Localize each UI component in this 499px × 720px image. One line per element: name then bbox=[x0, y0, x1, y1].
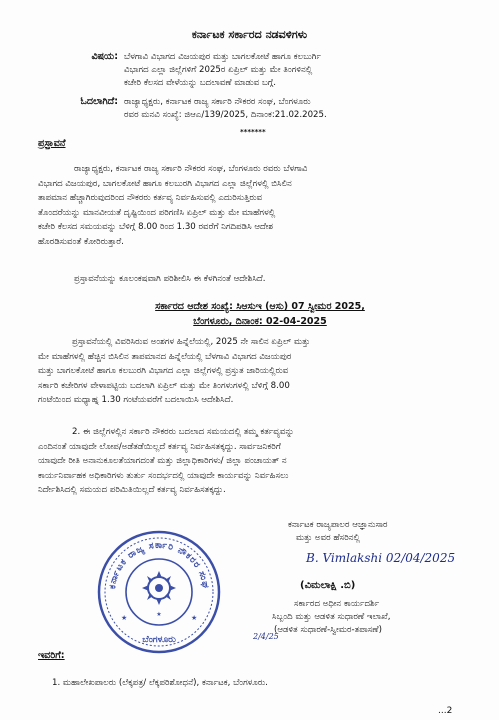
signatory-designation bbox=[268, 598, 478, 637]
preamble-line: ವಿಭಾಗದ ವಿಜಯಪುರ, ಬಾಗಲಕೋಟೆ ಹಾಗೂ ಕಲಬುರಗಿ ವಿಭಾಗದ ಎಲ್ಲಾ ಜಿಲ್ಲೆಗಳಲ್ಲಿ ಬಿಸಿಲಿನ bbox=[38, 178, 292, 189]
recipients-heading: ಇವರಿಗೆ: bbox=[38, 650, 65, 661]
svg-text:★: ★ bbox=[191, 614, 198, 622]
designation-line-2: ಸಿಬ್ಬಂದಿ ಮತ್ತು ಆಡಳಿತ ಸುಧಾರಣೆ ಇಲಾಖೆ, bbox=[272, 612, 391, 622]
page-title: ಕರ್ನಾಟಕ ಸರ್ಕಾರದ ನಡವಳಿಗಳು bbox=[191, 28, 308, 41]
handwritten-signature: B. Vimlakshi 02/04/2025 bbox=[306, 551, 456, 565]
page-continuation: ...2 bbox=[438, 706, 453, 716]
preamble-line: ರಾಜ್ಯಾಧ್ಯಕ್ಷರು, ಕರ್ನಾಟಕ ರಾಜ್ಯ ಸರ್ಕಾರಿ ನೌಕರರ ಸಂಘ, ಬೆಂಗಳೂರು ರವರು ಬೆಳಗಾವಿ bbox=[74, 164, 308, 174]
preamble-line: ಕಚೇರಿ ಕೆಲಸದ ಸಮಯವನ್ನು ಬೆಳಿಗ್ಗೆ 8.00 ರಿಂದ 1.30 ರವರೆಗೆ ನಿಗದಿಪಡಿಸಿ ಆದೇಶ bbox=[38, 222, 274, 233]
reference-line-2: ರವರ ಮನವಿ ಸಂಖ್ಯೆ: ಜಿಆಎ/139/2025, ದಿನಾಂಕ:21.02.2025. bbox=[124, 110, 327, 120]
preamble-conclusion: ಪ್ರಸ್ತಾವನೆಯನ್ನು ಕೂಲಂಕಷವಾಗಿ ಪರಿಶೀಲಿಸಿ ಈ ಕೆಳಗಿನಂತೆ ಆದೇಶಿಸಿದೆ. bbox=[74, 274, 266, 284]
preamble-line: ತೊಂದರೆಯನ್ನು ಮಾನವೀಯತೆ ದೃಷ್ಟಿಯಿಂದ ಪರಿಗಣಿಸಿ ಏಪ್ರಿಲ್ ಮತ್ತು ಮೇ ಮಾಹೆಗಳಲ್ಲಿ bbox=[38, 207, 276, 218]
order-line: ಎಂದಿನಂತೆ ಯಾವುದೇ ಲೋಪ/ಅಡೆತಡೆಯಿಲ್ಲದೆ ಕರ್ತವ್ಯ ನಿರ್ವಹಿಸತಕ್ಕದ್ದು. ಸಾರ್ವಜನಿಕರಿಗೆ bbox=[38, 441, 281, 452]
order-paragraph-2 bbox=[38, 425, 462, 498]
order-line: ಯಾವುದೇ ರೀತಿ ಅನಾನುಕೂಲತೆಯಾಗದಂತೆ ಮತ್ತು ಜಿಲ್ಲಾಧಿಕಾರಿಗಳು/ ಜಿಲ್ಲಾ ಪಂಚಾಯತ್ ನ bbox=[38, 456, 287, 467]
preamble-line: ತಾಪಮಾನ ಹೆಚ್ಚಾಗಿರುವುದರಿಂದ ನೌಕರರು ಕರ್ತವ್ಯ ನಿರ್ವಹಿಸುವಲ್ಲಿ ಎದುರಿಸುತ್ತಿರುವ bbox=[38, 193, 263, 204]
subject-text bbox=[124, 51, 474, 90]
signatory-name: (ವಿಮಲಾಕ್ಷಿ .ಬಿ) bbox=[300, 580, 356, 591]
reference-line-1: ರಾಜ್ಯಾಧ್ಯಕ್ಷರು, ಕರ್ನಾಟಕ ರಾಜ್ಯ ಸರ್ಕಾರಿ ನೌಕರರ ಸಂಘ, ಬೆಂಗಳೂರು bbox=[124, 97, 311, 107]
order-line: ಮತ್ತು ಬಾಗಲಕೋಟೆ ಹಾಗೂ ಕಲಬುರಗಿ ವಿಭಾಗದ ಎಲ್ಲಾ ಜಿಲ್ಲೆಗಳಲ್ಲಿ ಪ್ರಸ್ತುತ ಜಾರಿಯಲ್ಲಿರುವ bbox=[38, 366, 289, 377]
order-line: ನಿರ್ದೇಶಿಸಿದಲ್ಲಿ ಸಮಯದ ಪರಿಮಿತಿಯಿಲ್ಲದೆ ಕರ್ತವ್ಯ ನಿರ್ವಹಿಸತಕ್ಕದ್ದು. bbox=[38, 485, 226, 496]
order-line: ಪ್ರಸ್ತಾವನೆಯಲ್ಲಿ ವಿವರಿಸಿರುವ ಅಂಶಗಳ ಹಿನ್ನೆಲೆಯಲ್ಲಿ, 2025 ನೇ ಸಾಲಿನ ಏಪ್ರಿಲ್ ಮತ್ತು bbox=[72, 337, 311, 347]
order-paragraph-1 bbox=[38, 335, 462, 408]
reference-text bbox=[124, 96, 474, 122]
preamble-line: ಹೊರಡಿಸುವಂತೆ ಕೋರಿರುತ್ತಾರೆ. bbox=[38, 236, 124, 247]
subject-line-3: ಕಚೇರಿ ಕೆಲಸದ ವೇಳೆಯನ್ನು ಬದಲಾವಣೆ ಮಾಡುವ ಬಗ್ಗೆ. bbox=[124, 78, 277, 88]
designation-line-3: (ಆಡಳಿತ ಸುಧಾರಣೆ-ಸ್ವೀಮರ-ತಪಾಸಣೆ) bbox=[274, 625, 382, 635]
order-line: ಮೇ ಮಾಹೆಗಳಲ್ಲಿ ಹೆಚ್ಚಿನ ಬಿಸಿಲಿನ ತಾಪಮಾನದ ಹಿನ್ನೆಲೆಯಲ್ಲಿ ಬೆಳಗಾವಿ ವಿಭಾಗದ ವಿಜಯಪುರ bbox=[38, 351, 292, 362]
designation-line-1: ಸರ್ಕಾರದ ಅಧೀನ ಕಾರ್ಯದರ್ಶಿ bbox=[294, 599, 380, 609]
subject-line-2: ವಿಭಾಗದ ಎಲ್ಲಾ ಜಿಲ್ಲೆಗಳಿಗೆ 2025ರ ಏಪ್ರಿಲ್ ಮತ್ತು ಮೇ ತಿಂಗಳಿನಲ್ಲಿ bbox=[124, 65, 313, 75]
svg-text:★: ★ bbox=[156, 611, 162, 618]
svg-text:★: ★ bbox=[121, 614, 128, 622]
svg-text:ಕರ್ನಾಟಕ ರಾಜ್ಯ ಸರ್ಕಾರಿ ನೌಕರರ ಸಂ: ಕರ್ನಾಟಕ ರಾಜ್ಯ ಸರ್ಕಾರಿ ನೌಕರರ ಸಂಘ bbox=[108, 540, 211, 590]
recipient-item: 1. ಮಹಾಲೇಖಪಾಲರು (ಲೆಕ್ಕಪತ್ರ/ ಲೆಕ್ಕಪರಿಶೋಧನೆ), ಕರ್ನಾಟಕ, ಬೆಂಗಳೂರು. bbox=[52, 678, 268, 688]
order-line: ಗಂಟೆಯಿಂದ ಮಧ್ಯಾಹ್ನ 1.30 ಗಂಟೆಯವರೆಗೆ ಬದಲಾಯಿಸಿ ಆದೇಶಿಸಿದೆ. bbox=[38, 395, 234, 406]
official-seal bbox=[95, 528, 223, 656]
order-line: ಸರ್ಕಾರಿ ಕಚೇರಿಗಳ ವೇಳಾಪಟ್ಟಿಯ ಬದಲಾಗಿ ಏಪ್ರಿಲ್ ಮತ್ತು ಮೇ ತಿಂಗಳುಗಳಲ್ಲಿ ಬೆಳಿಗ್ಗೆ 8.00 bbox=[38, 380, 290, 391]
preamble-heading: ಪ್ರಸ್ತಾವನೆ bbox=[38, 138, 66, 149]
order-number: ಸರ್ಕಾರದ ಆದೇಶ ಸಂಖ್ಯೆ: ಸಿಆಸುಇ (ಆಸು) 07 ಸ್ವೀಮರ 2025, bbox=[155, 301, 365, 312]
subject-label: ವಿಷಯ: bbox=[91, 51, 118, 62]
order-line: 2. ಈ ಜಿಲ್ಲೆಗಳಲ್ಲಿನ ಸರ್ಕಾರಿ ನೌಕರರು ಬದಲಾದ ಸಮಯದಲ್ಲಿ ತಮ್ಮ ಕರ್ತವ್ಯವನ್ನು bbox=[72, 427, 295, 437]
preamble-paragraph bbox=[38, 162, 462, 250]
order-date: ಬೆಂಗಳೂರು, ದಿನಾಂಕ: 02-04-2025 bbox=[193, 316, 327, 327]
separator-stars: ******* bbox=[240, 128, 266, 136]
signature-authority bbox=[288, 519, 468, 545]
reference-label: ಓದಲಾಗಿದೆ: bbox=[80, 96, 118, 107]
subject-line-1: ಬೆಳಗಾವಿ ವಿಭಾಗದ ವಿಜಯಪುರ ಮತ್ತು ಬಾಗಲಕೋಟೆ ಹಾಗೂ ಕಲಬುರ್ಗಿ bbox=[124, 52, 321, 62]
authority-line-1: ಕರ್ನಾಟಕ ರಾಜ್ಯಪಾಲರ ಆಜ್ಞಾನುಸಾರ bbox=[288, 520, 388, 530]
svg-text:ಬೆಂಗಳೂರು: ಬೆಂಗಳೂರು bbox=[142, 635, 176, 645]
authority-line-2: ಮತ್ತು ಅವರ ಹೆಸರಿನಲ್ಲಿ bbox=[296, 533, 361, 543]
handwritten-initials: 2/4/25 bbox=[253, 632, 279, 641]
order-line: ಕಾರ್ಯನಿರ್ವಾಹಕ ಅಧಿಕಾರಿಗಳು ತುರ್ತು ಸಂದರ್ಭದಲ್ಲಿ ಯಾವುದೇ ಕಾರ್ಯವನ್ನು ನಿರ್ವಹಿಸಲು bbox=[38, 470, 289, 481]
